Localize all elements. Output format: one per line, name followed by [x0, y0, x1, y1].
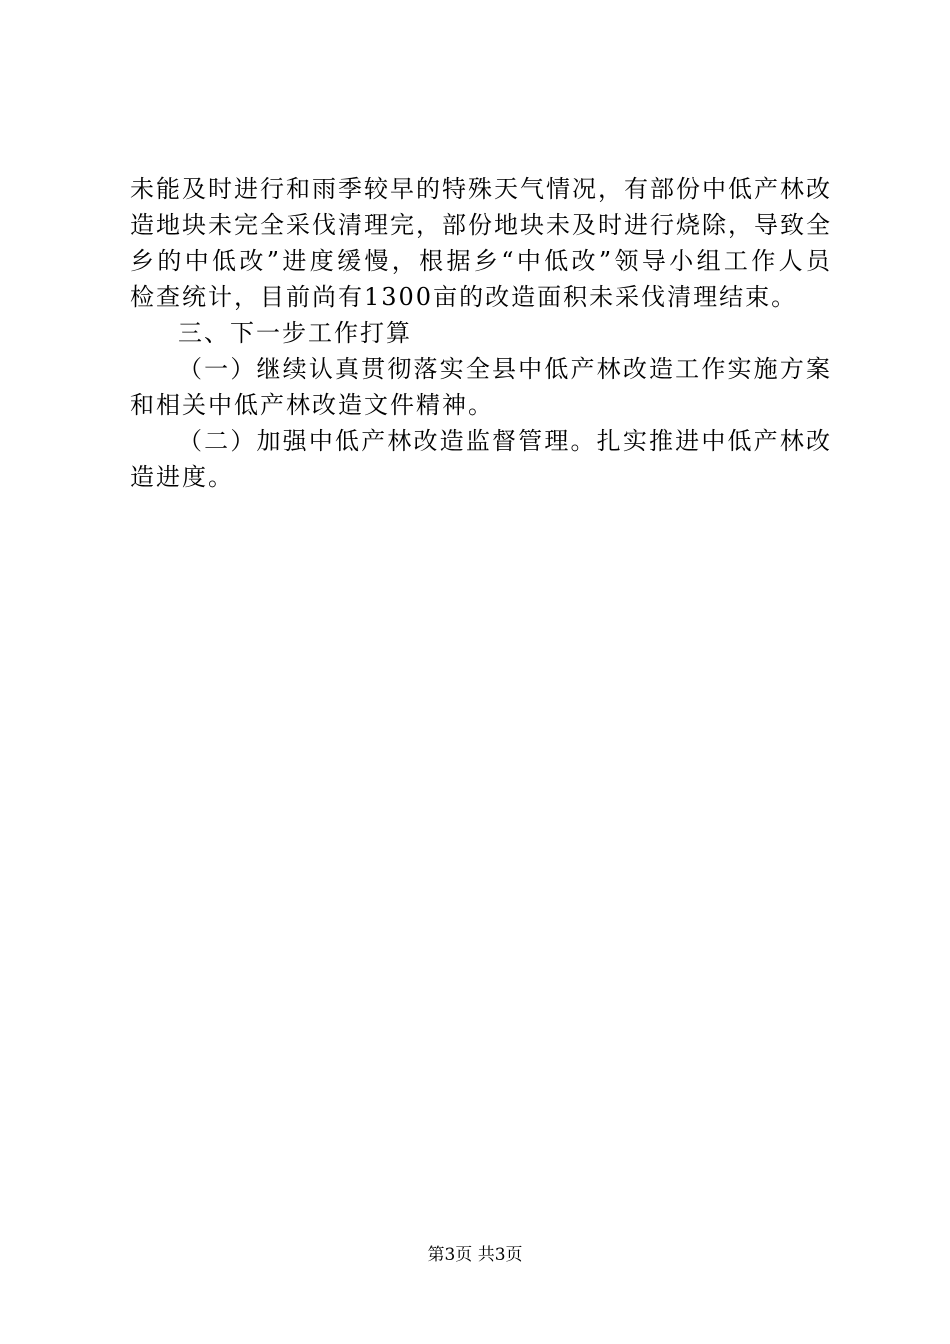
document-body	[130, 171, 830, 495]
text-line: 未能及时进行和雨季较早的特殊天气情况，有部份中低产林改	[130, 175, 830, 203]
page-number-footer: 第3页 共3页	[427, 1245, 523, 1265]
section-heading: 三、下一步工作打算	[178, 319, 412, 347]
text-line: 造进度。	[130, 463, 234, 491]
text-line: 乡的中低改”进度缓慢，根据乡“中低改”领导小组工作人员	[130, 247, 830, 275]
text-line: 造地块未完全采伐清理完，部份地块未及时进行烧除，导致全	[130, 211, 830, 239]
text-line: （二）加强中低产林改造监督管理。扎实推进中低产林改	[178, 427, 830, 455]
text-line: （一）继续认真贯彻落实全县中低产林改造工作实施方案	[178, 355, 830, 383]
text-line: 和相关中低产林改造文件精神。	[130, 391, 494, 419]
text-line: 检查统计，目前尚有1300亩的改造面积未采伐清理结束。	[130, 283, 798, 311]
